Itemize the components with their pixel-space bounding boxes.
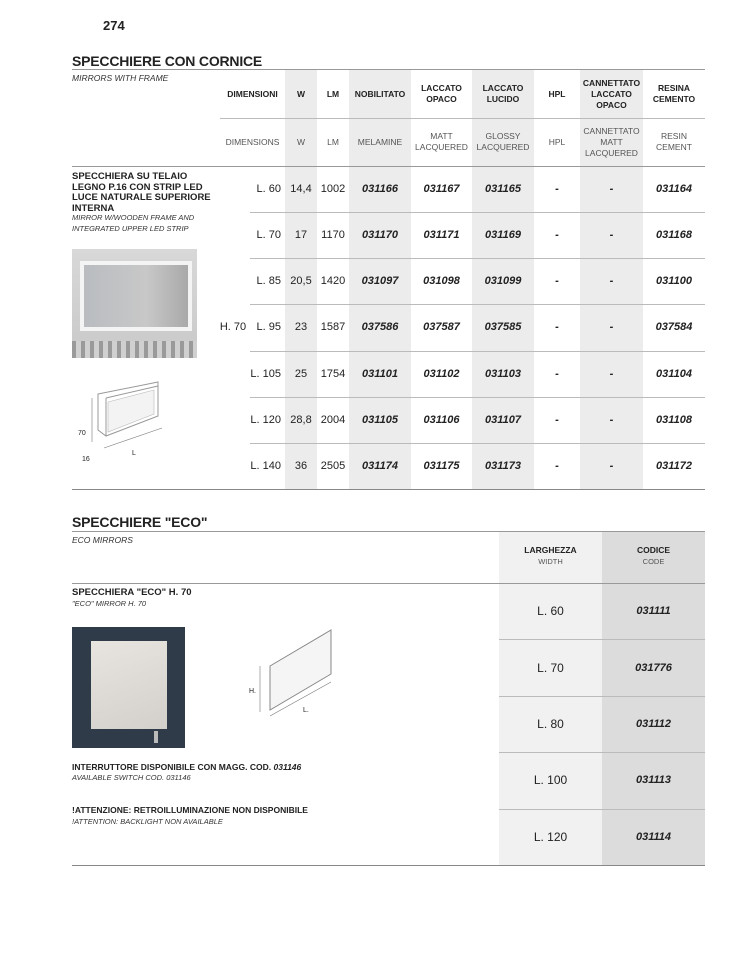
lm-cell: 1170 <box>321 229 345 242</box>
width-cell: L. 80 <box>537 716 564 731</box>
column-header-en: CANNETTATO MATT LACQUERED <box>583 125 640 158</box>
code-cell: 031167 <box>423 183 460 196</box>
code-cell: 031101 <box>362 367 398 380</box>
product-photo-eco-mirror <box>72 627 185 748</box>
technical-drawing-frame-mirror <box>72 376 164 466</box>
width-cell: L. 120 <box>533 829 568 844</box>
section-subtitle: MIRRORS WITH FRAME <box>72 73 169 83</box>
code-cell: 031105 <box>362 413 398 426</box>
w-cell: 23 <box>294 321 308 334</box>
column-header: HPL <box>548 88 566 99</box>
code-cell: 031169 <box>485 229 521 242</box>
code-cell: 031104 <box>656 367 692 380</box>
column-header-en: W <box>296 136 306 147</box>
code-cell: - <box>555 229 559 242</box>
column-header-en: LM <box>327 136 339 147</box>
header-code-it: CODICE <box>636 545 671 555</box>
backlight-warning: !ATTENZIONE: RETROILLUMINAZIONE NON DISPONIBILE <box>72 805 308 815</box>
width-cell: L. 60 <box>537 604 564 619</box>
w-cell: 28,8 <box>290 413 312 426</box>
w-cell: 25 <box>294 367 308 380</box>
dimension-cell: L. 60 <box>256 183 281 196</box>
divider <box>72 489 705 490</box>
product-photo-led-mirror <box>72 249 197 358</box>
code-cell: - <box>555 321 559 334</box>
code-cell: 031170 <box>362 229 398 242</box>
code-cell: 037584 <box>655 321 693 334</box>
code-cell: 031113 <box>635 774 672 787</box>
code-cell: 031175 <box>423 459 460 472</box>
code-cell: - <box>609 321 614 334</box>
switch-note-code: 031146 <box>273 762 302 772</box>
dimension-cell: L. 85 <box>256 275 281 288</box>
row-divider <box>72 865 705 866</box>
code-cell: - <box>609 229 614 242</box>
header-width-en: WIDTH <box>538 557 563 566</box>
code-cell: 031166 <box>362 183 398 196</box>
lm-cell: 1420 <box>320 275 346 288</box>
drawing-label-length: L <box>132 450 136 457</box>
code-cell: 031102 <box>423 367 460 380</box>
lm-cell: 1754 <box>320 367 346 380</box>
w-cell: 14,4 <box>290 183 312 196</box>
lm-cell: 1002 <box>320 183 346 196</box>
code-cell: 031106 <box>423 413 460 426</box>
switch-note-text: INTERRUTTORE DISPONIBILE CON MAGG. COD. <box>72 762 272 772</box>
drawing-label-height: H. <box>249 688 256 695</box>
drawing-label-depth: 16 <box>82 456 90 463</box>
code-cell: 031103 <box>485 367 521 380</box>
divider <box>220 118 705 119</box>
code-cell: 031173 <box>485 459 521 472</box>
code-cell: 031171 <box>423 229 460 242</box>
header-width <box>499 545 602 567</box>
code-cell: - <box>609 413 614 426</box>
code-cell: 031107 <box>485 413 521 426</box>
technical-drawing-eco-mirror <box>240 626 340 718</box>
drawing-label-length: L. <box>303 707 309 714</box>
lm-cell: 2505 <box>320 459 346 472</box>
height-label: H. 70 <box>219 321 247 333</box>
code-cell: 031168 <box>656 229 692 242</box>
code-cell: 031174 <box>362 459 398 472</box>
switch-note <box>72 762 301 773</box>
code-cell: 031172 <box>656 459 692 472</box>
code-cell: - <box>609 183 614 196</box>
code-cell: 037586 <box>361 321 399 334</box>
backlight-warning-en: !ATTENTION: BACKLIGHT NON AVAILABLE <box>72 817 223 826</box>
code-cell: 031165 <box>485 183 521 196</box>
code-cell: - <box>555 275 559 288</box>
column-header: LACCATO OPACO <box>421 83 462 104</box>
header-code <box>602 545 705 567</box>
column-header-en: RESIN CEMENT <box>656 131 692 152</box>
column-header: LACCATO LUCIDO <box>482 83 524 104</box>
code-cell: - <box>555 367 559 380</box>
lm-cell: 1587 <box>320 321 346 334</box>
code-cell: 031100 <box>656 275 692 288</box>
product-description: MIRROR W/WOODEN FRAME AND INTEGRATED UPPER LED STRIP <box>72 213 195 233</box>
code-cell: 037585 <box>484 321 522 334</box>
code-cell: 031097 <box>361 275 399 288</box>
header-code-en: CODE <box>642 557 665 566</box>
w-cell: 17 <box>294 229 308 242</box>
column-header-en: GLOSSY LACQUERED <box>476 131 530 152</box>
code-cell: - <box>555 459 559 472</box>
dimension-cell: L. 105 <box>250 367 281 380</box>
code-cell: - <box>609 459 614 472</box>
dimension-cell: L. 140 <box>250 459 281 472</box>
code-cell: - <box>555 183 559 196</box>
code-cell: - <box>609 275 614 288</box>
code-cell: - <box>555 413 559 426</box>
lm-cell: 2004 <box>320 413 346 426</box>
code-cell: 031099 <box>484 275 522 288</box>
code-cell: 031108 <box>656 413 692 426</box>
dimension-cell: L. 70 <box>256 229 281 242</box>
code-cell: 031164 <box>656 183 692 196</box>
section-subtitle: ECO MIRRORS <box>72 535 133 545</box>
width-cell: L. 70 <box>537 660 564 675</box>
code-cell: 031776 <box>635 661 672 674</box>
switch-note-en: AVAILABLE SWITCH COD. 031146 <box>72 773 191 782</box>
code-cell: 031098 <box>423 275 460 288</box>
column-header: W <box>296 88 306 99</box>
code-cell: 031112 <box>635 717 672 730</box>
w-cell: 36 <box>294 459 308 472</box>
column-header-en: MELAMINE <box>357 136 403 147</box>
column-header: CANNETTATO LACCATO OPACO <box>582 77 641 110</box>
page-number: 274 <box>103 18 125 33</box>
code-cell: 037587 <box>423 321 460 334</box>
column-header: DIMENSIONI <box>227 88 278 99</box>
w-cell: 20,5 <box>290 275 312 288</box>
dimension-cell: L. 120 <box>250 413 281 426</box>
product-name: SPECCHIERA "ECO" H. 70 <box>72 587 192 598</box>
column-header: RESINA CEMENTO <box>652 83 696 104</box>
product-description: "ECO" MIRROR H. 70 <box>72 599 147 608</box>
column-header: LM <box>326 88 340 99</box>
column-header-en: DIMENSIONS <box>225 136 280 147</box>
section-title-frame-mirrors: SPECCHIERE CON CORNICE <box>72 53 263 69</box>
dimension-cell: L. 95 <box>256 321 281 334</box>
drawing-label-height: 70 <box>78 430 86 437</box>
product-name: SPECCHIERA SU TELAIO LEGNO P.16 CON STRIP LED LUCE NATURALE SUPERIORE INTERNA <box>72 171 211 214</box>
code-cell: 031114 <box>635 830 672 843</box>
code-cell: - <box>609 367 614 380</box>
column-header-en: MATT LACQUERED <box>415 131 468 152</box>
code-cell: 031111 <box>636 605 671 618</box>
column-header: NOBILITATO <box>354 88 406 99</box>
column-header-en: HPL <box>548 136 566 147</box>
header-width-it: LARGHEZZA <box>524 545 577 555</box>
width-cell: L. 100 <box>533 773 568 788</box>
section-title-eco-mirrors: SPECCHIERE "ECO" <box>72 514 208 530</box>
